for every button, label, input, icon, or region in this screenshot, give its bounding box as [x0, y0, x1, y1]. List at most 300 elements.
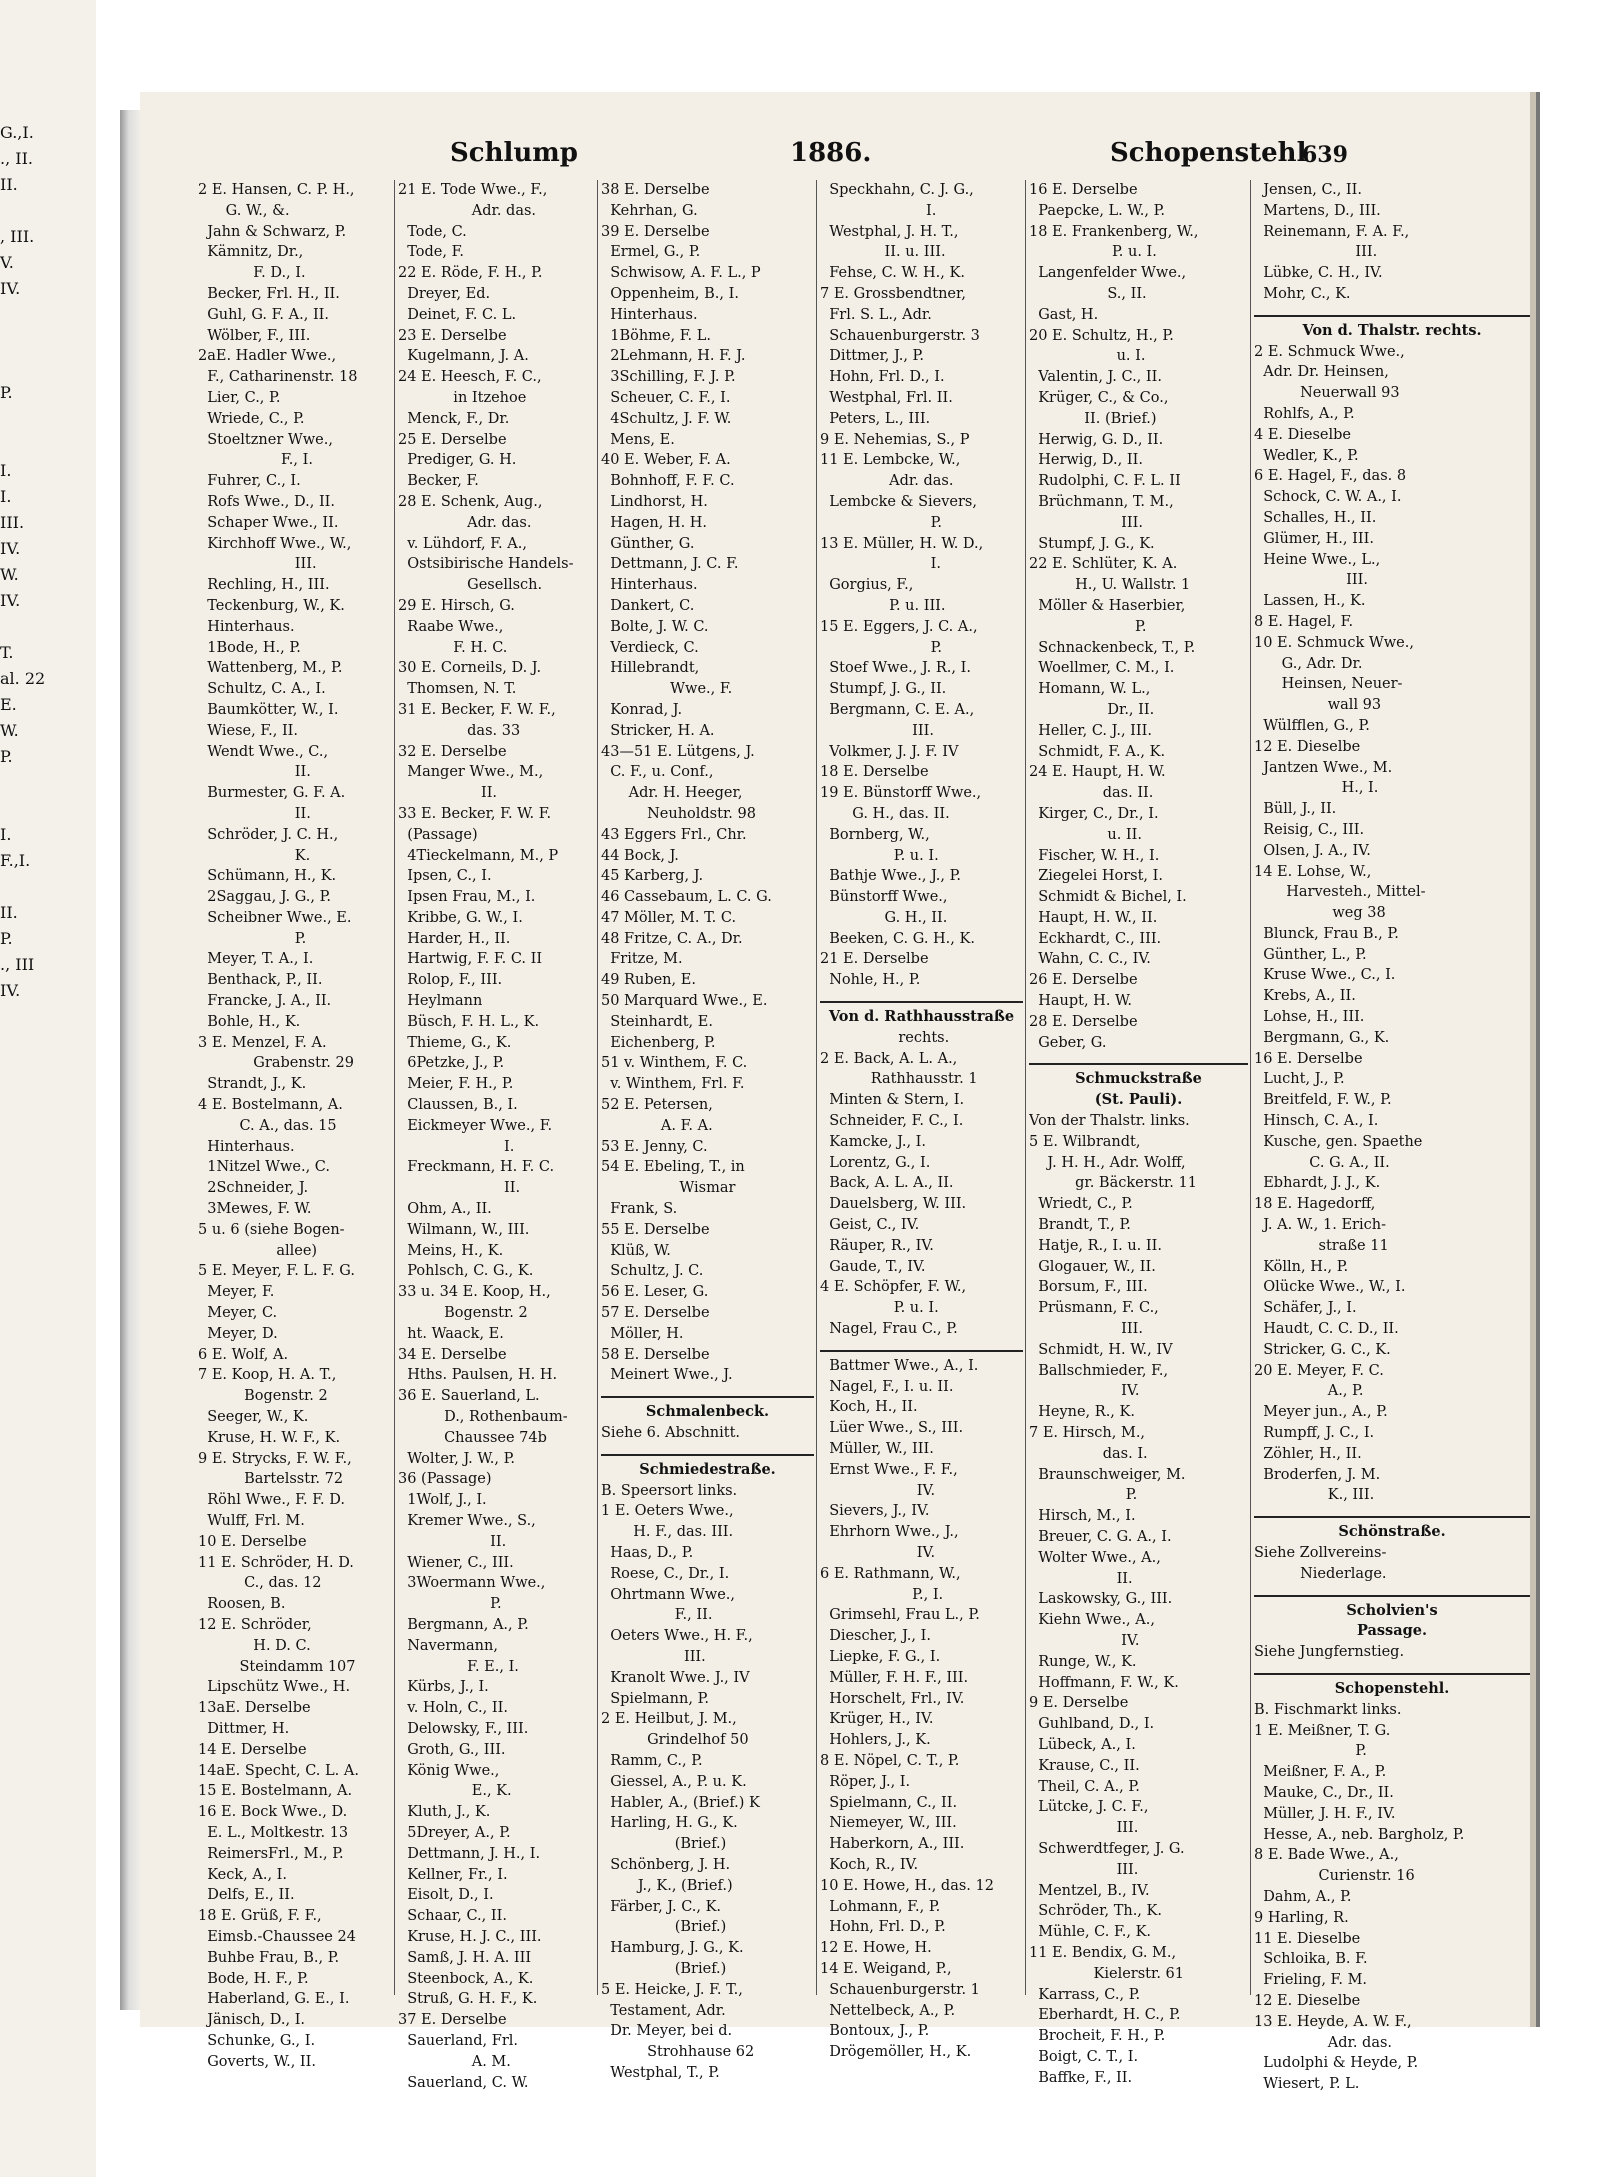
column-divider	[394, 180, 395, 1995]
directory-entry-line: 14 E. Derselbe	[198, 1741, 307, 1758]
directory-entry-line: Verdieck, C.	[601, 639, 699, 656]
directory-entry-line: v. Holn, C., II.	[398, 1700, 508, 1717]
directory-entry-line: Reinemann, F. A. F.,	[1254, 223, 1410, 240]
directory-entry-line: J. A. W., 1. Erich-	[1254, 1217, 1386, 1234]
directory-entry-line: F., I.	[198, 452, 313, 469]
directory-entry-line: Kusche, gen. Spaethe	[1254, 1133, 1423, 1150]
directory-entry-line: Zöhler, H., II.	[1254, 1445, 1362, 1462]
directory-entry-line: 5 E. Heicke, J. F. T.,	[601, 1981, 743, 1998]
directory-column-3	[601, 180, 814, 2084]
directory-entry-line: Wwe., F.	[601, 681, 733, 698]
margin-fragment	[0, 874, 60, 900]
directory-entry-line: Hths. Paulsen, H. H.	[398, 1367, 558, 1384]
directory-entry-line: 2 E. Schmuck Wwe.,	[1254, 343, 1405, 360]
directory-entry-line: Ballschmieder, F.,	[1029, 1362, 1169, 1379]
directory-entry-line: 1Nitzel Wwe., C.	[198, 1159, 330, 1176]
directory-entry-line: B. Speersort links.	[601, 1482, 738, 1499]
directory-entry-line: Curienstr. 16	[1254, 1868, 1415, 1885]
directory-entry-line: Bode, H. F., P.	[198, 1970, 309, 1987]
directory-entry-line: 50 Marquard Wwe., E.	[601, 993, 768, 1010]
directory-entry-line: Meyer, C.	[198, 1305, 278, 1322]
directory-entry-line: Haas, D., P.	[601, 1545, 694, 1561]
directory-entry-line: Hohn, Frl. D., P.	[820, 1919, 946, 1936]
directory-entry-line: H., I.	[1254, 780, 1379, 797]
directory-entry-line: Nohle, H., P.	[820, 972, 921, 989]
directory-entry-line: Spielmann, P.	[601, 1690, 710, 1707]
margin-fragment: G.,I.	[0, 123, 34, 142]
directory-entry-line: Gaude, T., IV.	[820, 1258, 926, 1275]
column-divider	[1025, 180, 1026, 1995]
directory-entry-line: Lembcke & Sievers,	[820, 493, 977, 510]
directory-entry-line: Herwig, D., II.	[1029, 452, 1143, 469]
directory-entry-line: III.	[1254, 244, 1378, 261]
street-heading: Schmiedestraße.	[639, 1460, 776, 1478]
directory-entry-line: 14aE. Specht, C. L. A.	[198, 1762, 359, 1779]
directory-entry-line: Meyer, F.	[198, 1284, 275, 1301]
directory-entry-line: 6Petzke, J., P.	[398, 1055, 505, 1072]
column-divider	[597, 180, 598, 1995]
directory-entry-line: 48 Fritze, C. A., Dr.	[601, 930, 743, 947]
directory-entry-line: Guhl, G. F. A., II.	[198, 306, 330, 323]
directory-entry-line: Schmidt & Bichel, I.	[1029, 889, 1187, 906]
directory-entry-line: 5 E. Meyer, F. L. F. G.	[198, 1263, 355, 1280]
directory-entry-line: Meins, H., K.	[398, 1242, 504, 1259]
directory-entry-line: Rolop, F., III.	[398, 972, 503, 989]
directory-entry-line: 18 E. Frankenberg, W.,	[1029, 223, 1199, 240]
directory-entry-line: 8 E. Hagel, F.	[1254, 613, 1354, 630]
directory-entry-line: Lucht, J., P.	[1254, 1071, 1345, 1088]
directory-entry-line: III.	[1029, 1820, 1139, 1837]
directory-entry-line: Räuper, R., IV.	[820, 1237, 934, 1254]
directory-entry-line: Haudt, C. C. D., II.	[1254, 1321, 1399, 1338]
directory-entry-line: 44 Bock, J.	[601, 847, 679, 864]
directory-entry-line: 1Bode, H., P.	[198, 639, 301, 656]
directory-entry-line: Tode, C.	[398, 223, 467, 240]
directory-entry-line: C. F., u. Conf.,	[601, 764, 714, 781]
directory-entry-line: Neuerwall 93	[1254, 385, 1400, 402]
directory-entry-line: 16 E. Bock Wwe., D.	[198, 1804, 348, 1821]
directory-entry-line: Stoef Wwe., J. R., I.	[820, 660, 971, 677]
directory-entry-line: 21 E. Derselbe	[820, 951, 929, 968]
directory-entry-line: Kämnitz, Dr.,	[198, 244, 304, 261]
directory-entry-line: P.	[398, 1596, 502, 1613]
directory-entry-line: Horschelt, Frl., IV.	[820, 1690, 965, 1707]
margin-fragment: ., II.	[0, 149, 33, 168]
margin-fragment: I.	[0, 487, 12, 506]
directory-entry-line: Wulff, Frl. M.	[198, 1513, 305, 1529]
directory-entry-line: Heller, C. J., III.	[1029, 722, 1152, 739]
facing-page-margin	[0, 0, 96, 2177]
directory-entry-line: 13 E. Heyde, A. W. F.,	[1254, 2013, 1412, 2030]
directory-entry-line: Mohr, C., K.	[1254, 285, 1351, 302]
directory-entry-line: (Brief.)	[601, 1919, 727, 1936]
directory-entry-line: 19 E. Bünstorff Wwe.,	[820, 785, 982, 802]
directory-entry-line: Fischer, W. H., I.	[1029, 847, 1160, 864]
directory-entry-line: Hirsch, M., I.	[1029, 1508, 1136, 1525]
directory-entry-line: Kluth, J., K.	[398, 1804, 491, 1821]
section-rule	[1254, 305, 1530, 317]
directory-entry-line: Grabenstr. 29	[198, 1055, 354, 1072]
directory-entry-line: P.	[198, 930, 307, 947]
directory-entry-line: IV.	[820, 1482, 936, 1499]
directory-entry-line: Diescher, J., I.	[820, 1628, 931, 1645]
directory-entry-line: Wattenberg, M., P.	[198, 660, 343, 677]
directory-entry-line: Scheibner Wwe., E.	[198, 909, 352, 926]
directory-entry-line: II.	[1029, 1570, 1133, 1587]
directory-entry-line: Büll, J., II.	[1254, 801, 1337, 818]
directory-entry-line: Brüchmann, T. M.,	[1029, 493, 1174, 510]
directory-entry-line: Stumpf, J. G., K.	[1029, 535, 1155, 552]
directory-entry-line: F., II.	[601, 1607, 713, 1624]
directory-entry-line: Martens, D., III.	[1254, 202, 1381, 219]
directory-entry-line: Hoffmann, F. W., K.	[1029, 1674, 1179, 1691]
directory-entry-line: das. II.	[1029, 785, 1154, 802]
margin-fragment	[0, 328, 60, 354]
directory-entry-line: Meier, F. H., P.	[398, 1076, 514, 1093]
directory-entry-line: Harvesteh., Mittel-	[1254, 884, 1426, 901]
directory-entry-line: Fritze, M.	[601, 951, 683, 968]
directory-entry-line: Blunck, Frau B., P.	[1254, 925, 1399, 942]
directory-entry-line: 36 (Passage)	[398, 1471, 492, 1488]
directory-entry-line: gr. Bäckerstr. 11	[1029, 1175, 1197, 1192]
directory-entry-line: Bogenstr. 2	[198, 1388, 328, 1405]
directory-entry-line: Kielerstr. 61	[1029, 1965, 1185, 1982]
directory-entry-line: C. G. A., II.	[1254, 1154, 1390, 1171]
directory-entry-line: Meinert Wwe., J.	[601, 1367, 733, 1384]
directory-entry-line: ReimersFrl., M., P.	[198, 1845, 344, 1862]
directory-entry-line: Lohmann, F., P.	[820, 1898, 941, 1915]
directory-entry-line: 2Saggau, J. G., P.	[198, 889, 332, 906]
directory-entry-line: Dauelsberg, W. III.	[820, 1196, 967, 1213]
directory-entry-line: Wolter, J. W., P.	[398, 1450, 515, 1467]
directory-entry-line: Müller, J. H. F., IV.	[1254, 1805, 1396, 1822]
directory-entry-line: Dankert, C.	[601, 597, 695, 614]
directory-entry-line: 31 E. Becker, F. W. F.,	[398, 701, 556, 718]
directory-entry-line: G. H., das. II.	[820, 805, 950, 822]
directory-entry-line: Kruse, H. W. F., K.	[198, 1429, 341, 1446]
directory-entry-line: P. u. III.	[820, 597, 946, 614]
directory-entry-line: 4 E. Schöpfer, F. W.,	[820, 1279, 967, 1296]
directory-entry-line: Schaar, C., II.	[398, 1908, 507, 1925]
directory-entry-line: 18 E. Derselbe	[820, 764, 929, 781]
directory-entry-line: 11 E. Dieselbe	[1254, 1930, 1361, 1947]
directory-entry-line: Steindamm 107	[198, 1658, 356, 1675]
directory-entry-line: 24 E. Heesch, F. C.,	[398, 369, 542, 386]
directory-entry-line: Pohlsch, C. G., K.	[398, 1263, 534, 1280]
directory-entry-line: Ludolphi & Heyde, P.	[1254, 2055, 1419, 2072]
directory-entry-line: A., P.	[1254, 1383, 1364, 1400]
directory-entry-line: 57 E. Derselbe	[601, 1305, 710, 1322]
directory-entry-line: Thieme, G., K.	[398, 1034, 512, 1051]
margin-fragment	[0, 796, 60, 822]
directory-entry-line: 47 Möller, M. T. C.	[601, 909, 737, 926]
directory-entry-line: Schultz, C. A., I.	[198, 681, 326, 698]
directory-entry-line: F., Catharinenstr. 18	[198, 369, 358, 386]
directory-entry-line: Ehrhorn Wwe., J.,	[820, 1524, 959, 1541]
directory-entry-line: Groth, G., III.	[398, 1741, 506, 1758]
directory-entry-line: Lipschütz Wwe., H.	[198, 1679, 351, 1696]
directory-entry-line: Frank, S.	[601, 1201, 678, 1218]
margin-fragment: III.	[0, 513, 25, 532]
margin-fragment: IV.	[0, 279, 21, 298]
directory-entry-line: Navermann,	[398, 1637, 498, 1654]
directory-entry-line: Mentzel, B., IV.	[1029, 1882, 1150, 1899]
directory-entry-line: Harder, H., II.	[398, 930, 511, 947]
directory-entry-line: Schümann, H., K.	[198, 868, 337, 885]
directory-entry-line: Kellner, Fr., I.	[398, 1866, 508, 1883]
directory-entry-line: 29 E. Hirsch, G.	[398, 597, 515, 614]
directory-column-4	[820, 180, 1023, 2063]
directory-entry-line: 25 E. Derselbe	[398, 431, 507, 448]
directory-entry-line: Siehe Jungfernstieg.	[1254, 1644, 1405, 1661]
directory-entry-line: Ipsen Frau, M., I.	[398, 889, 536, 906]
directory-entry-line: Harling, H. G., K.	[601, 1815, 738, 1832]
directory-entry-line: III.	[1029, 514, 1143, 531]
directory-entry-line: 11 E. Bendix, G. M.,	[1029, 1944, 1177, 1961]
directory-entry-line: 2Lehmann, H. F. J.	[601, 348, 746, 365]
directory-entry-line: in Itzehoe	[398, 389, 527, 406]
directory-entry-line: Schaper Wwe., II.	[198, 514, 339, 531]
directory-entry-line: III.	[1029, 1861, 1139, 1878]
directory-entry-line: G. W., &.	[198, 202, 290, 219]
directory-entry-line: König Wwe.,	[398, 1762, 500, 1779]
directory-entry-line: Grindelhof 50	[601, 1732, 749, 1749]
margin-fragment	[0, 406, 60, 432]
directory-entry-line: Adr. das.	[398, 202, 537, 219]
directory-entry-line: Wendt Wwe., C.,	[198, 743, 329, 760]
directory-entry-line: 52 E. Petersen,	[601, 1097, 713, 1114]
directory-entry-line: Rudolphi, C. F. L. II	[1029, 473, 1181, 490]
margin-fragment: II.	[0, 175, 18, 194]
directory-entry-line: Krüger, H., IV.	[820, 1711, 934, 1728]
directory-entry-line: Spielmann, C., II.	[820, 1794, 958, 1811]
directory-entry-line: II. (Brief.)	[1029, 410, 1157, 427]
directory-entry-line: Wölber, F., III.	[198, 327, 311, 344]
directory-entry-line: I.	[398, 1138, 515, 1155]
directory-entry-line: Schönberg, J. H.	[601, 1856, 731, 1873]
directory-entry-line: u. II.	[1029, 826, 1142, 843]
directory-entry-line: Röhl Wwe., F. F. D.	[198, 1492, 345, 1509]
directory-entry-line: P.	[1254, 1743, 1367, 1760]
directory-entry-line: Gorgius, F.,	[820, 577, 914, 594]
directory-entry-line: Eichenberg, P.	[601, 1034, 716, 1051]
directory-entry-line: H. F., das. III.	[601, 1524, 734, 1541]
directory-entry-line: F. H. C.	[398, 639, 508, 656]
margin-fragment: W.	[0, 565, 19, 584]
directory-entry-line: IV.	[820, 1545, 936, 1561]
directory-entry-line: Neuholdstr. 98	[601, 805, 756, 822]
directory-entry-line: Rofs Wwe., D., II.	[198, 493, 336, 510]
directory-entry-line: Strandt, J., K.	[198, 1076, 307, 1093]
directory-entry-line: Goverts, W., II.	[198, 2053, 316, 2070]
directory-entry-line: 9 E. Nehemias, S., P	[820, 431, 970, 448]
street-heading: Von d. Thalstr. rechts.	[1302, 321, 1482, 339]
section-rule	[820, 991, 1023, 1003]
directory-entry-line: Krause, C., II.	[1029, 1757, 1140, 1774]
directory-entry-line: 38 E. Derselbe	[601, 182, 710, 198]
directory-entry-line: Baumkötter, W., I.	[198, 701, 339, 718]
directory-entry-line: Dittmer, J., P.	[820, 348, 924, 365]
directory-entry-line: P. u. I.	[1029, 244, 1157, 261]
directory-entry-line: Eimsb.-Chaussee 24	[198, 1928, 356, 1945]
directory-entry-line: Ebhardt, J. J., K.	[1254, 1175, 1381, 1192]
directory-entry-line: 22 E. Schlüter, K. A.	[1029, 556, 1178, 573]
directory-entry-line: Glogauer, W., II.	[1029, 1258, 1156, 1275]
directory-entry-line: Fuhrer, C., I.	[198, 473, 301, 490]
directory-entry-line: Schalles, H., II.	[1254, 509, 1377, 526]
directory-entry-line: Sievers, J., IV.	[820, 1503, 930, 1520]
directory-entry-line: Breuer, C. G. A., I.	[1029, 1529, 1172, 1545]
directory-entry-line: das. I.	[1029, 1445, 1148, 1462]
directory-entry-line: F. D., I.	[198, 265, 306, 282]
directory-entry-line: 55 E. Derselbe	[601, 1221, 710, 1238]
directory-entry-line: Möller, H.	[601, 1325, 684, 1342]
directory-entry-line: ht. Waack, E.	[398, 1325, 504, 1342]
directory-entry-line: 22 E. Röde, F. H., P.	[398, 265, 543, 282]
margin-fragment: II.	[0, 903, 18, 922]
directory-entry-line: Bartelsstr. 72	[198, 1471, 344, 1488]
directory-column-1	[198, 180, 392, 2073]
section-rule	[1029, 1053, 1248, 1065]
directory-entry-line: Schauenburgerstr. 3	[820, 327, 980, 344]
directory-entry-line: Wiesert, P. L.	[1254, 2076, 1360, 2093]
directory-entry-line: Scheuer, C. F., I.	[601, 389, 731, 406]
directory-entry-line: Siehe 6. Abschnitt.	[601, 1425, 741, 1442]
directory-entry-line: Herwig, G. D., II.	[1029, 431, 1164, 448]
directory-entry-line: Hohn, Frl. D., I.	[820, 369, 945, 386]
directory-entry-line: Schröder, Th., K.	[1029, 1903, 1162, 1920]
section-rule	[1254, 1506, 1530, 1518]
directory-entry-line: Oeters Wwe., H. F.,	[601, 1628, 753, 1645]
directory-entry-line: Theil, C. A., P.	[1029, 1778, 1140, 1795]
directory-entry-line: Ernst Wwe., F. F.,	[820, 1461, 958, 1478]
directory-entry-line: Schmidt, H. W., IV	[1029, 1341, 1173, 1358]
directory-entry-line: C., das. 12	[198, 1575, 322, 1592]
directory-entry-line: Kribbe, G. W., I.	[398, 909, 523, 926]
directory-entry-line: Adr. das.	[398, 514, 532, 531]
directory-entry-line: Niederlage.	[1254, 1565, 1387, 1582]
directory-entry-line: Lindhorst, H.	[601, 493, 708, 510]
directory-entry-line: Manger Wwe., M.,	[398, 764, 544, 781]
directory-entry-line: 14 E. Weigand, P.,	[820, 1960, 952, 1977]
directory-entry-line: Hinterhaus.	[601, 577, 698, 594]
directory-entry-line: Samß, J. H. A. III	[398, 1949, 532, 1966]
street-heading: Schopenstehl.	[1334, 1679, 1450, 1697]
directory-entry-line: D., Rothenbaum-	[398, 1409, 568, 1426]
margin-fragment	[0, 198, 60, 224]
directory-entry-line: 9 Harling, R.	[1254, 1909, 1349, 1926]
directory-entry-line: Mens, E.	[601, 431, 675, 448]
directory-entry-line: Hohlers, J., K.	[820, 1732, 931, 1749]
directory-entry-line: Breitfeld, F. W., P.	[1254, 1092, 1392, 1109]
directory-entry-line: Westphal, T., P.	[601, 2064, 720, 2081]
directory-entry-line: Wriede, C., P.	[198, 410, 305, 427]
street-heading: Von d. Rathhausstraße	[828, 1008, 1015, 1026]
directory-entry-line: Rumpff, J. C., I.	[1254, 1425, 1375, 1442]
directory-entry-line: 28 E. Derselbe	[1029, 1013, 1138, 1030]
directory-entry-line: Adr. H. Heeger,	[601, 785, 743, 802]
directory-entry-line: Adr. Dr. Heinsen,	[1254, 364, 1389, 381]
directory-entry-line: Schock, C. W. A., I.	[1254, 489, 1402, 506]
directory-entry-line: Dr. Meyer, bei d.	[601, 2023, 733, 2040]
directory-entry-line: Dettmann, J. H., I.	[398, 1845, 541, 1862]
directory-entry-line: 9 E. Derselbe	[1029, 1695, 1129, 1712]
directory-entry-line: 36 E. Sauerland, L.	[398, 1388, 540, 1405]
directory-entry-line: H., U. Wallstr. 1	[1029, 577, 1191, 594]
street-heading: Scholvien's	[1346, 1601, 1438, 1619]
directory-entry-line: 2 E. Back, A. L. A.,	[820, 1050, 958, 1067]
directory-entry-line: Ostsibirische Handels-	[398, 556, 574, 573]
directory-entry-line: Hartwig, F. F. C. II	[398, 951, 543, 968]
directory-entry-line: Kürbs, J., I.	[398, 1679, 489, 1696]
directory-entry-line: 4Schultz, J. F. W.	[601, 410, 732, 427]
directory-entry-line: Lassen, H., K.	[1254, 593, 1366, 610]
directory-entry-line: II.	[198, 764, 311, 781]
directory-entry-line: 58 E. Derselbe	[601, 1346, 710, 1363]
directory-entry-line: 3Woermann Wwe.,	[398, 1575, 546, 1592]
directory-entry-line: Haupt, H. W.	[1029, 993, 1133, 1010]
directory-entry-line: Heinsen, Neuer-	[1254, 676, 1403, 693]
directory-entry-line: Delowsky, F., III.	[398, 1720, 529, 1737]
directory-entry-line: v. Lühdorf, F. A.,	[398, 535, 527, 552]
directory-entry-line: Woellmer, C. M., I.	[1029, 660, 1175, 677]
directory-entry-line: Benthack, P., II.	[198, 972, 323, 989]
directory-entry-line: Lütcke, J. C. F.,	[1029, 1799, 1149, 1816]
directory-entry-line: P. u. I.	[820, 847, 939, 864]
directory-entry-line: weg 38	[1254, 905, 1386, 922]
directory-entry-line: Dreyer, Ed.	[398, 285, 491, 302]
directory-entry-line: Bergmann, A., P.	[398, 1616, 529, 1633]
directory-entry-line: 56 E. Leser, G.	[601, 1284, 709, 1301]
directory-entry-line: Färber, J. C., K.	[601, 1898, 722, 1915]
directory-entry-line: Hinterhaus.	[601, 306, 698, 323]
directory-entry-line: 7 E. Hirsch, M.,	[1029, 1425, 1146, 1442]
directory-entry-line: Francke, J. A., II.	[198, 993, 332, 1010]
directory-entry-line: 3Schilling, F. J. P.	[601, 369, 736, 386]
directory-entry-line: 45 Karberg, J.	[601, 868, 704, 885]
directory-entry-line: Gesellsch.	[398, 577, 543, 594]
directory-entry-line: Röper, J., I.	[820, 1773, 911, 1790]
directory-entry-line: Bolte, J. W. C.	[601, 618, 709, 635]
directory-entry-line: Giessel, A., P. u. K.	[601, 1773, 747, 1790]
directory-entry-line: Sauerland, Frl.	[398, 2032, 519, 2049]
directory-entry-line: Meyer, T. A., I.	[198, 951, 314, 968]
section-rule	[1254, 1663, 1530, 1675]
directory-entry-line: Becker, F.	[398, 473, 479, 490]
section-rule	[1254, 1585, 1530, 1597]
directory-entry-line: 53 E. Jenny, C.	[601, 1138, 708, 1155]
street-heading: (St. Pauli).	[1094, 1091, 1183, 1109]
directory-entry-line: Bogenstr. 2	[398, 1305, 528, 1322]
directory-entry-line: Kruse, H. J. C., III.	[398, 1928, 542, 1945]
directory-entry-line: (Passage)	[398, 826, 478, 843]
directory-entry-line: Hillebrandt,	[601, 660, 700, 677]
directory-entry-line: 18 E. Grüß, F. F.,	[198, 1908, 322, 1925]
directory-entry-line: Frl. S. L., Adr.	[820, 306, 932, 323]
directory-entry-line: Olücke Wwe., W., I.	[1254, 1279, 1406, 1296]
directory-entry-line: P.	[1029, 1487, 1138, 1504]
directory-entry-line: Hesse, A., neb. Bargholz, P.	[1254, 1826, 1465, 1843]
directory-entry-line: 23 E. Derselbe	[398, 327, 507, 344]
directory-entry-line: Raabe Wwe.,	[398, 618, 504, 635]
directory-entry-line: Wahn, C. C., IV.	[1029, 951, 1151, 968]
directory-entry-line: Lübke, C. H., IV.	[1254, 265, 1383, 282]
directory-entry-line: Glümer, H., III.	[1254, 530, 1374, 547]
directory-entry-line: Siehe Zollvereins-	[1254, 1545, 1387, 1561]
directory-entry-line: Boigt, C. T., I.	[1029, 2048, 1139, 2065]
directory-entry-line: Bergmann, G., K.	[1254, 1029, 1390, 1046]
directory-entry-line: Haberland, G. E., I.	[198, 1991, 350, 2008]
